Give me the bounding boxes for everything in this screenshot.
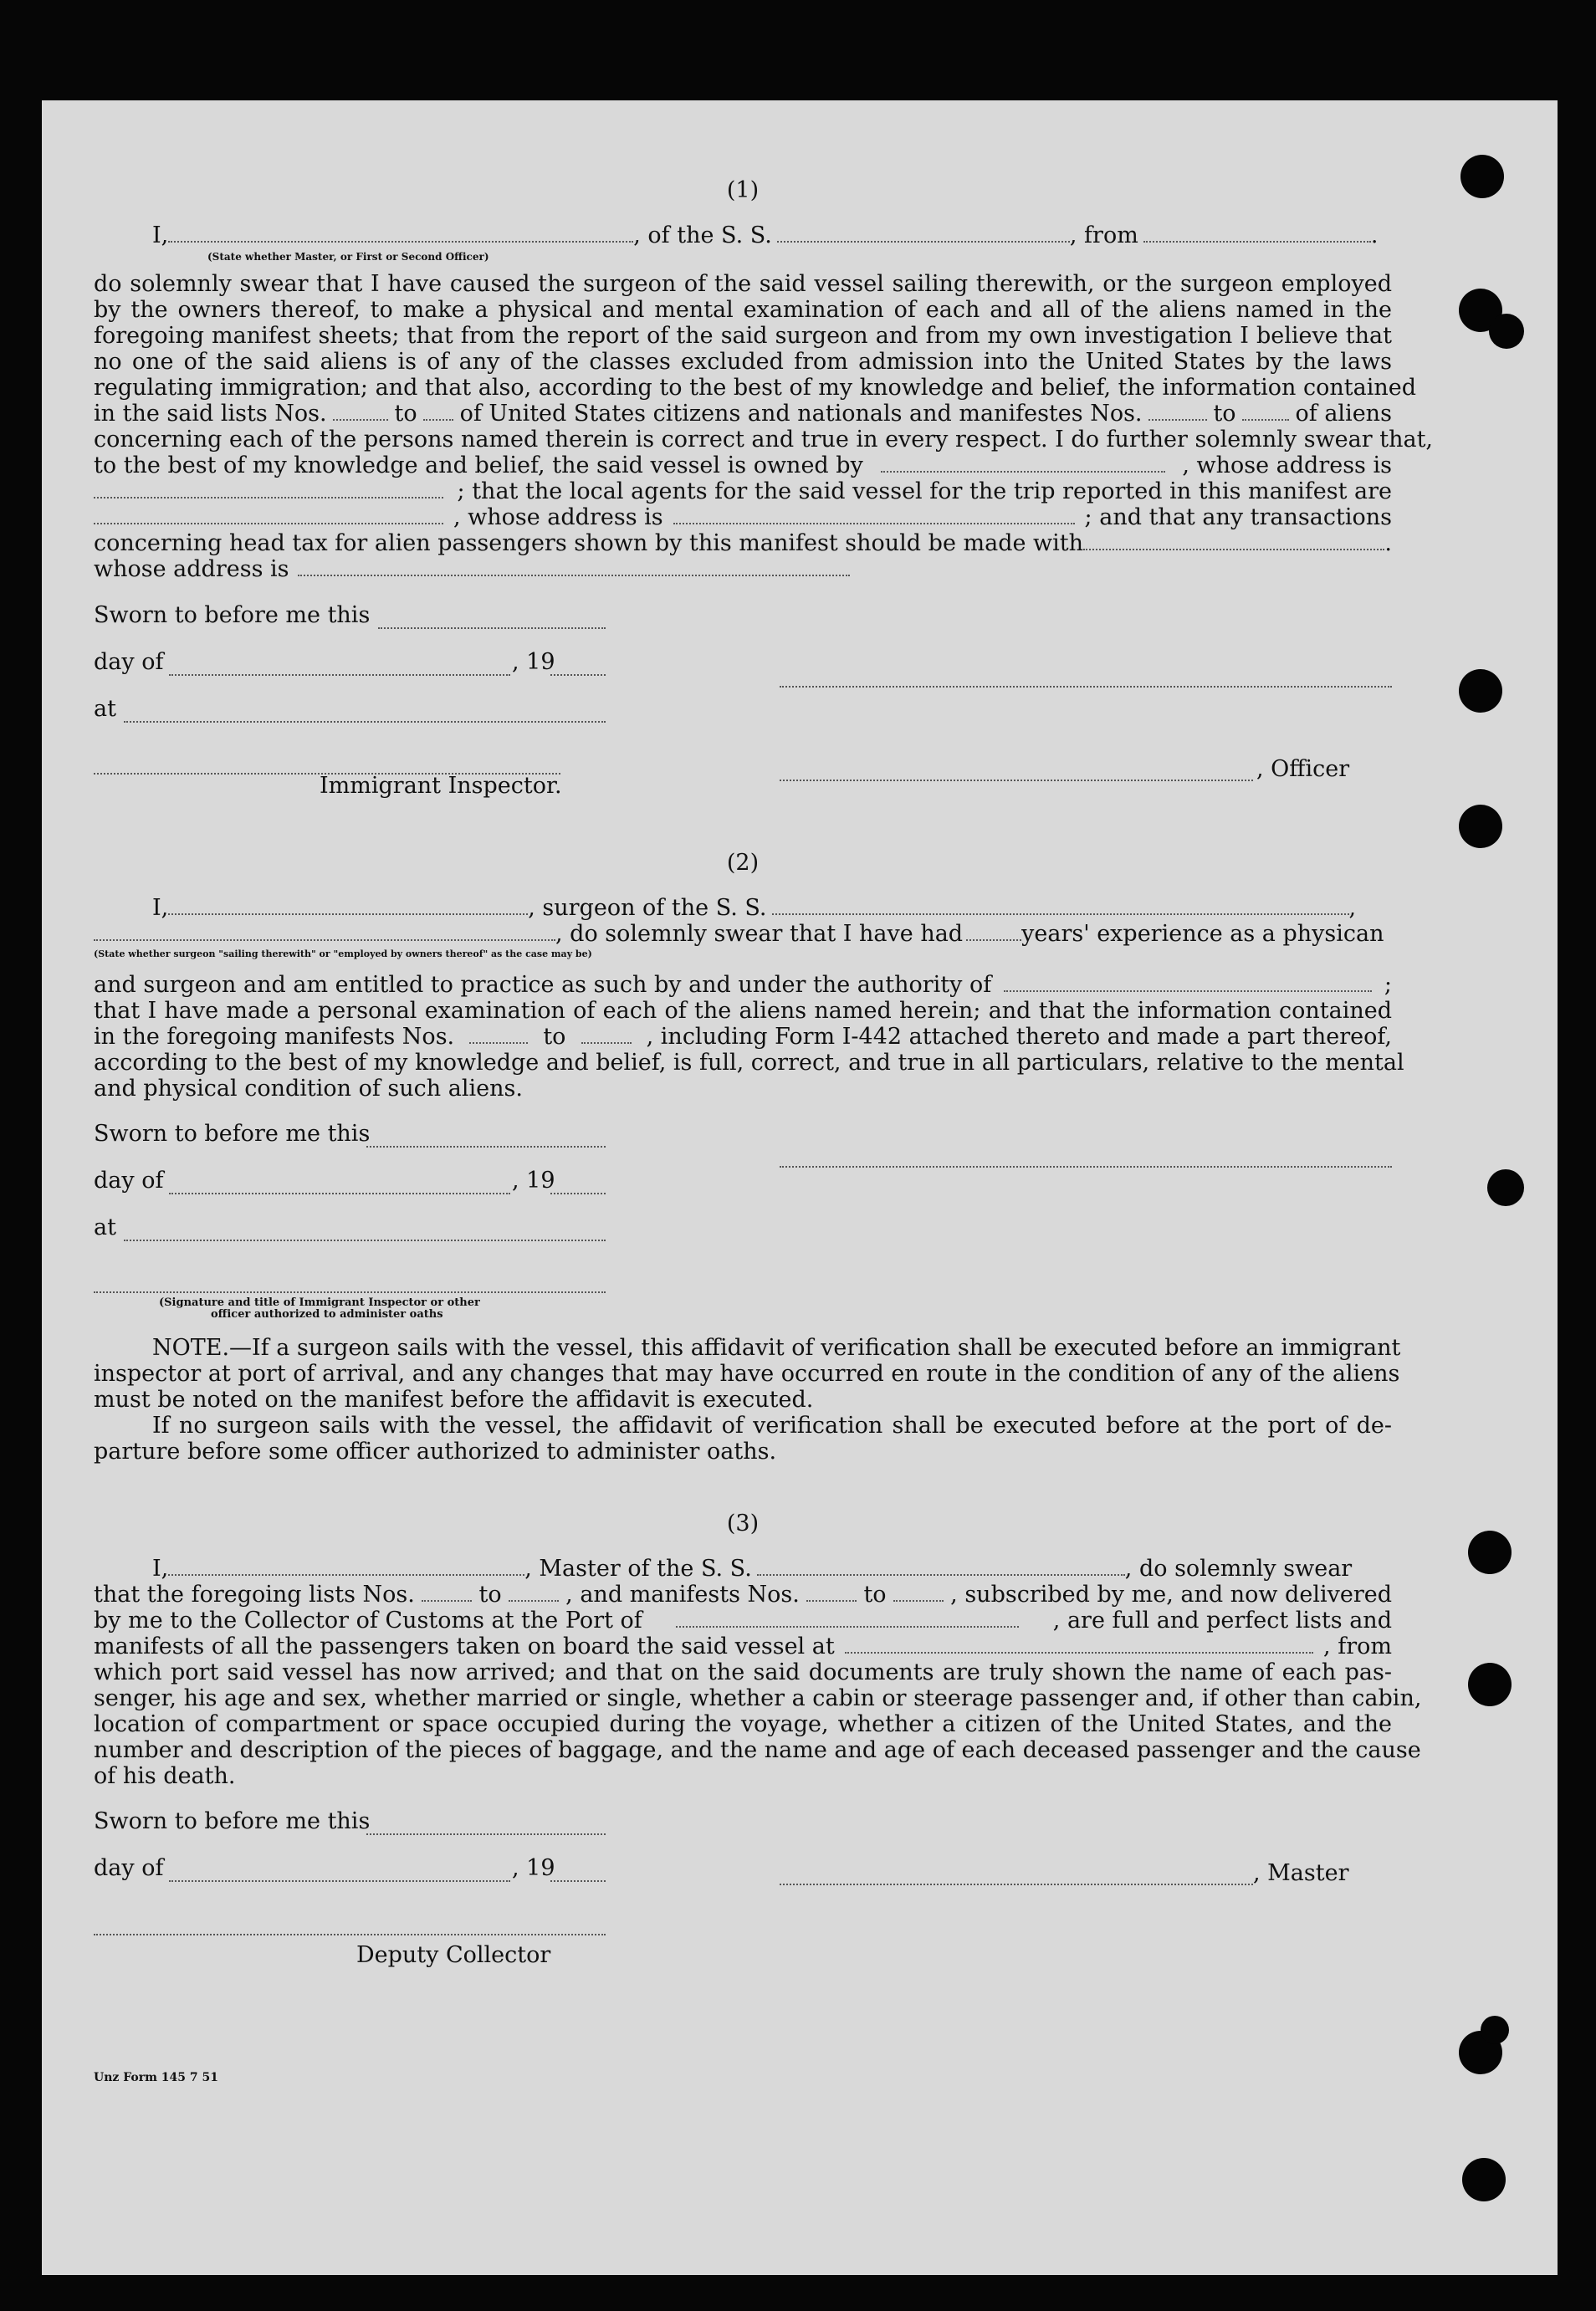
citizen-list-from-field[interactable] xyxy=(333,401,388,421)
master-manifest-from-field[interactable] xyxy=(806,1582,857,1602)
departure-port-field[interactable] xyxy=(1143,222,1371,243)
note-line: must be noted on the manifest before the affidavit is executed. xyxy=(94,1387,814,1413)
alien-manifest-to-field[interactable] xyxy=(1242,401,1289,421)
master-manifest-to-field[interactable] xyxy=(893,1582,944,1602)
owner-line: to the best of my knowledge and belief, the said vessel is owned by , whose address is xyxy=(94,452,1392,478)
sworn-label: Sworn to before me this xyxy=(94,1121,371,1147)
paragraph-line: which port said vessel has now arrived; and that on the said documents are truly shown the name of each pas- xyxy=(94,1659,1392,1685)
section-number-3: (3) xyxy=(726,1511,760,1536)
lists-numbers-line: in the said lists Nos. to of United States citizens and nationals and manifestes Nos. to of aliens xyxy=(94,401,1392,427)
punch-hole xyxy=(1487,1169,1524,1206)
day-label: day of xyxy=(94,1168,164,1194)
master-name-field[interactable] xyxy=(168,1556,524,1576)
master-label: , Master xyxy=(1253,1860,1349,1886)
boarding-port-field[interactable] xyxy=(845,1634,1313,1654)
day-field[interactable] xyxy=(169,672,510,676)
paragraph-line: regulating immigration; and that also, according to the best of my knowledge and belief, the information contained xyxy=(94,375,1417,401)
sworn-date-field[interactable] xyxy=(378,626,606,629)
paragraph-line: that I have made a personal examination of each of the aliens named herein; and that the information contained xyxy=(94,998,1392,1024)
day-field[interactable] xyxy=(169,1879,510,1882)
port-field[interactable] xyxy=(676,1608,1019,1628)
vessel-name-field[interactable] xyxy=(777,222,1070,243)
sworn-label: Sworn to before me this xyxy=(94,1808,371,1834)
paragraph-line: no one of the said aliens is of any of the classes excluded from admission into the United States by the laws xyxy=(94,349,1392,375)
note-line: If no surgeon sails with the vessel, the affidavit of verification shall be executed before at the port of de- xyxy=(152,1413,1392,1439)
boarding-line: manifests of all the passengers taken on board the said vessel at , from xyxy=(94,1634,1392,1659)
surgeon-line-2: , do solemnly swear that I have had years' experience as a physican xyxy=(94,921,1392,947)
sworn-date-field[interactable] xyxy=(366,1832,606,1835)
master-line-1: I, , Master of the S. S. , do solemnly swear xyxy=(152,1556,1353,1582)
year-field[interactable] xyxy=(550,1879,606,1882)
punch-hole xyxy=(1462,2158,1506,2201)
year-label: , 19 xyxy=(512,649,555,675)
surgeon-status-field[interactable] xyxy=(94,921,555,941)
officer-rank-note: (State whether Master, or First or Second Officer) xyxy=(207,251,489,263)
head-tax-line: concerning head tax for alien passengers shown by this manifest should be made with . xyxy=(94,530,1392,556)
punch-hole xyxy=(1459,805,1502,848)
owner-address-field[interactable] xyxy=(94,478,443,499)
paragraph-line: senger, his age and sex, whether married or single, whether a cabin or steerage passenger and, if other than cabin, xyxy=(94,1685,1422,1711)
at-label: at xyxy=(94,696,116,722)
note-line: parture before some officer authorized to administer oaths. xyxy=(94,1439,777,1465)
inspector-signature-line[interactable] xyxy=(94,1290,606,1293)
authority-line: and surgeon and am entitled to practice as such by and under the authority of ; xyxy=(94,972,1392,998)
at-label: at xyxy=(94,1214,116,1240)
paragraph-line: according to the best of my knowledge and belief, is full, correct, and true in all particulars, relative to the mental xyxy=(94,1050,1404,1076)
officer-label: , Officer xyxy=(1256,756,1350,782)
punch-hole xyxy=(1468,1663,1512,1706)
master-list-to-field[interactable] xyxy=(509,1582,559,1602)
local-agents-field[interactable] xyxy=(94,504,443,524)
authority-field[interactable] xyxy=(1004,972,1372,992)
day-field[interactable] xyxy=(169,1191,510,1194)
signature-note: (Signature and title of Immigrant Inspector or other xyxy=(159,1296,480,1309)
agents-address-field[interactable] xyxy=(673,504,1075,524)
year-label: , 19 xyxy=(512,1855,555,1881)
head-tax-address-field[interactable] xyxy=(298,556,850,576)
surgeon-signature-line[interactable] xyxy=(780,1164,1392,1168)
place-field[interactable] xyxy=(124,719,606,723)
year-field[interactable] xyxy=(550,1191,606,1194)
surgeon-manifests-line: in the foregoing manifests Nos. to , including Form I-442 attached thereto and made a part thereof, xyxy=(94,1024,1392,1050)
punch-hole xyxy=(1481,2016,1509,2044)
head-tax-contact-field[interactable] xyxy=(1083,530,1384,550)
agents-address-line: , whose address is ; and that any transactions xyxy=(94,504,1392,530)
paragraph-line: and physical condition of such aliens. xyxy=(94,1076,523,1102)
head-tax-address-line: whose address is xyxy=(94,556,1392,582)
agents-line: ; that the local agents for the said vessel for the trip reported in this manifest are xyxy=(94,478,1392,504)
place-field[interactable] xyxy=(124,1238,606,1241)
paragraph-line: number and description of the pieces of baggage, and the name and age of each deceased passenger and the cause xyxy=(94,1737,1421,1763)
punch-hole xyxy=(1489,314,1524,349)
punch-hole xyxy=(1460,155,1504,198)
form-sheet xyxy=(42,100,1558,2275)
paragraph-line: do solemnly swear that I have caused the surgeon of the said vessel sailing therewith, or the surgeon employed xyxy=(94,271,1392,297)
officer-title-line[interactable] xyxy=(780,778,1253,781)
surgeon-name-field[interactable] xyxy=(168,895,528,915)
years-experience-field[interactable] xyxy=(966,921,1021,941)
day-label: day of xyxy=(94,649,164,675)
surgeon-line-1: I, , surgeon of the S. S. , xyxy=(152,895,1357,921)
surgeon-status-note: (State whether surgeon "sailing therewith" or "employed by owners thereof" as the case may be) xyxy=(94,948,592,959)
sworn-date-field[interactable] xyxy=(366,1144,606,1148)
paragraph-line: concerning each of the persons named therein is correct and true in every respect. I do further solemnly swear that, xyxy=(94,427,1434,452)
paragraph-line: foregoing manifest sheets; that from the report of the said surgeon and from my own investigation I believe that xyxy=(94,323,1392,349)
deputy-collector-label: Deputy Collector xyxy=(356,1942,551,1968)
form-number: Unz Form 145 7 51 xyxy=(94,2071,218,2084)
section-number-2: (2) xyxy=(726,850,760,876)
master-vessel-field[interactable] xyxy=(757,1556,1125,1576)
owner-name-field[interactable] xyxy=(881,452,1165,473)
sworn-label: Sworn to before me this xyxy=(94,602,371,628)
surgeon-vessel-field[interactable] xyxy=(772,895,1349,915)
officer-signature-line[interactable] xyxy=(780,684,1392,688)
paragraph-line: location of compartment or space occupied during the voyage, whether a citizen of the United States, and the xyxy=(94,1711,1392,1737)
year-field[interactable] xyxy=(550,672,606,676)
signature-note: officer authorized to administer oaths xyxy=(211,1308,443,1321)
punch-hole xyxy=(1459,669,1502,713)
deputy-signature-line[interactable] xyxy=(94,1932,606,1935)
citizen-list-to-field[interactable] xyxy=(423,401,453,421)
note-line: NOTE.—If a surgeon sails with the vessel, this affidavit of verification shall be executed before an immigrant xyxy=(152,1335,1401,1361)
master-list-from-field[interactable] xyxy=(422,1582,472,1602)
year-label: , 19 xyxy=(512,1168,555,1194)
note-line: inspector at port of arrival, and any changes that may have occurred en route in the condition of any of the aliens xyxy=(94,1361,1400,1387)
day-label: day of xyxy=(94,1855,164,1881)
section-number-1: (1) xyxy=(726,177,760,203)
master-lists-line: that the foregoing lists Nos. to , and manifests Nos. to , subscribed by me, and now delivered xyxy=(94,1582,1392,1608)
collector-line: by me to the Collector of Customs at the Port of , are full and perfect lists and xyxy=(94,1608,1392,1634)
inspector-label: Immigrant Inspector. xyxy=(320,773,562,799)
alien-manifest-from-field[interactable] xyxy=(1148,401,1207,421)
paragraph-line: by the owners thereof, to make a physical and mental examination of each and all of the aliens named in the xyxy=(94,297,1392,323)
master-signature-line[interactable] xyxy=(780,1882,1253,1885)
surgeon-manifest-from-field[interactable] xyxy=(469,1024,528,1044)
paragraph-line: of his death. xyxy=(94,1763,236,1789)
punch-hole xyxy=(1468,1531,1512,1574)
surgeon-manifest-to-field[interactable] xyxy=(581,1024,632,1044)
officer-name-field[interactable] xyxy=(168,222,633,243)
master-oath-line-1: I, , of the S. S. , from . xyxy=(152,222,1379,248)
